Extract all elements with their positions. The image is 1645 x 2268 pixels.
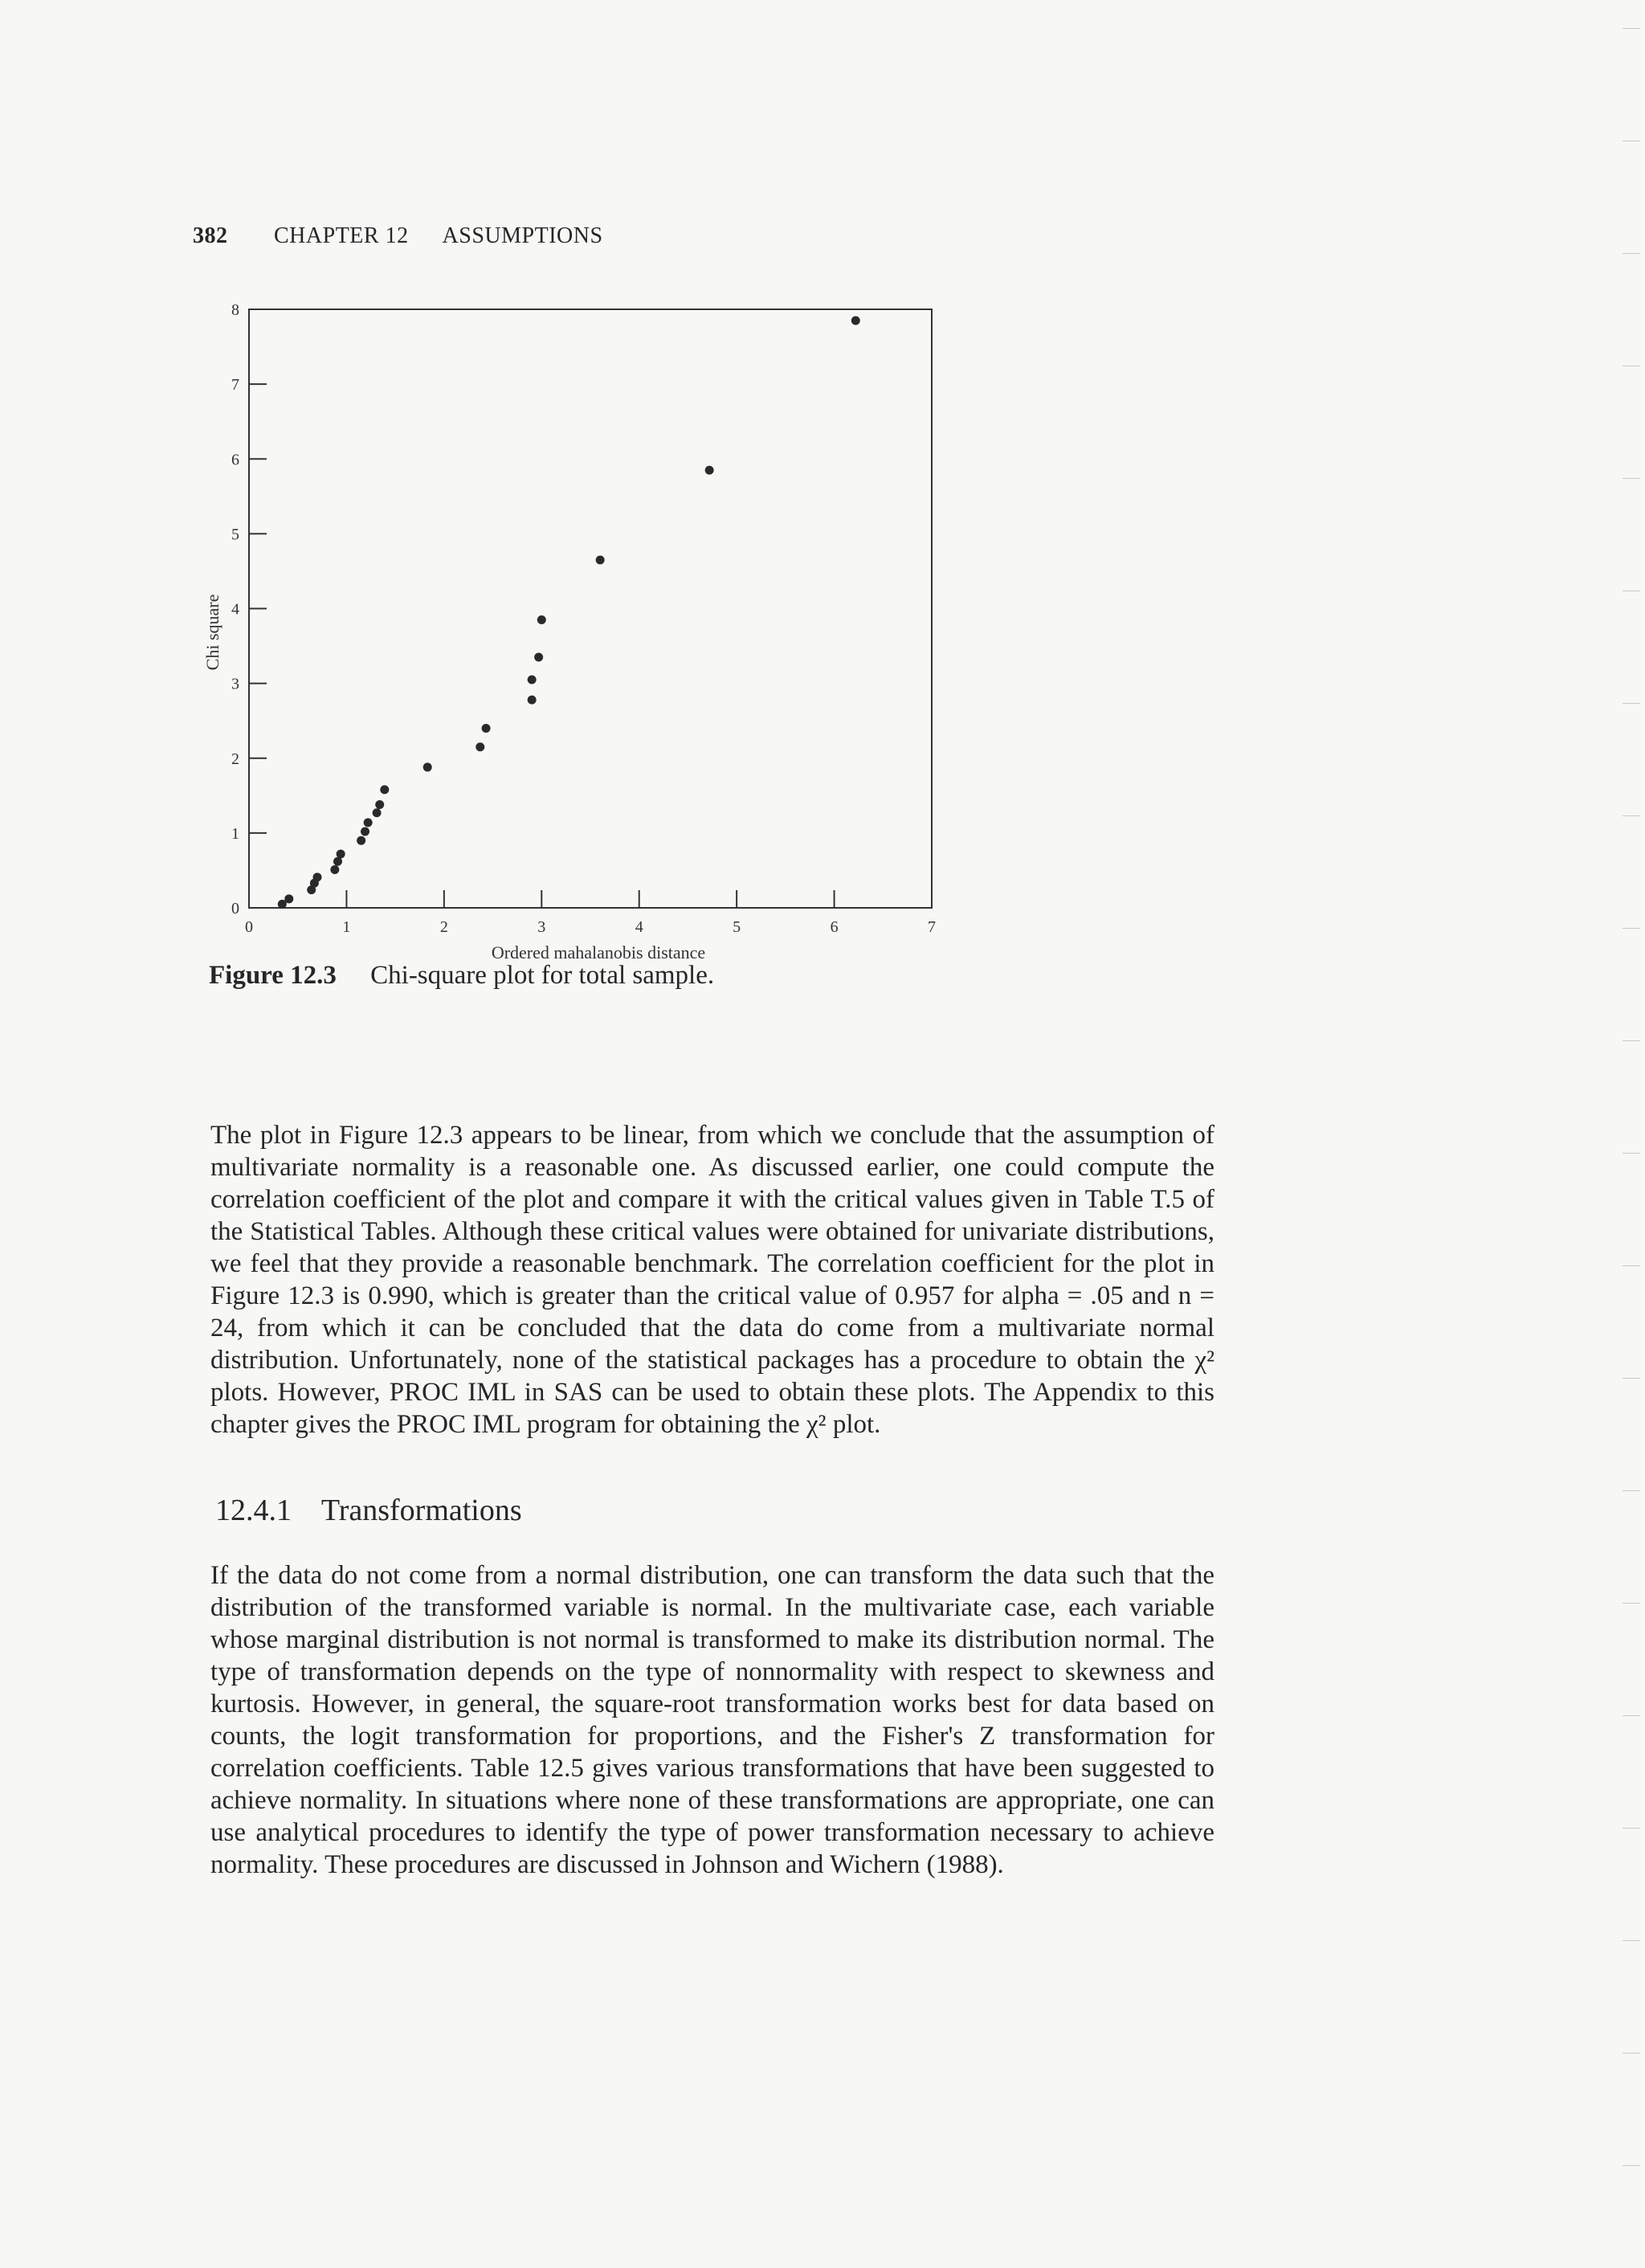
- data-point: [284, 894, 293, 903]
- x-tick-label: 5: [733, 918, 741, 936]
- figure-label: Figure 12.3: [209, 961, 337, 990]
- x-tick-label: 4: [635, 918, 643, 936]
- x-tick-label: 6: [830, 918, 839, 936]
- page-edge-marks: [1613, 0, 1645, 2268]
- paragraph-transformations: If the data do not come from a normal distribution, one can transform the data such that the distribution of the transformed variable is normal. In the multivariate case, each variable whose marginal distribution is not normal is transformed to make its distribution normal. The type of transformation depends on the type of nonnormality with respect to skewness and kurtosis. However, in general, the square-root transformation works best for data based on counts, the logit transformation for proportions, and the Fisher's Z transformation for correlation coefficients. Table 12.5 gives various transformations that have been suggested to achieve normality. In situations where none of these transformations are appropriate, one can use analytical procedures to identify the type of power transformation necessary to achieve normality. These procedures are discussed in Johnson and Wichern (1988).: [210, 1561, 1214, 1879]
- y-tick-label: 3: [231, 675, 239, 693]
- data-point: [330, 865, 339, 874]
- data-point: [851, 316, 860, 325]
- data-point: [537, 615, 546, 624]
- data-point: [357, 836, 365, 845]
- y-tick-label: 2: [231, 750, 239, 768]
- plot-frame: [249, 309, 932, 908]
- y-tick-label: 4: [231, 600, 239, 619]
- data-point: [423, 762, 432, 771]
- y-tick-label: 6: [231, 451, 239, 469]
- data-point: [528, 675, 537, 684]
- data-point: [337, 849, 345, 858]
- figure-caption-text: Chi-square plot for total sample.: [370, 961, 715, 990]
- section-heading: [215, 1493, 522, 1528]
- y-tick-label: 7: [231, 376, 239, 394]
- chapter-title: ASSUMPTIONS: [442, 223, 603, 248]
- section-number: 12.4.1: [215, 1494, 292, 1527]
- chapter-label: CHAPTER 12: [274, 223, 409, 248]
- data-point: [482, 724, 491, 733]
- data-point: [705, 466, 714, 475]
- x-tick-label: 1: [342, 918, 351, 936]
- data-point: [364, 818, 373, 827]
- data-point: [528, 696, 537, 705]
- data-point: [596, 555, 605, 564]
- x-tick-label: 2: [439, 918, 448, 936]
- data-point: [375, 800, 384, 809]
- data-point: [361, 828, 369, 836]
- y-tick-label: 1: [231, 824, 239, 843]
- data-point: [380, 785, 389, 794]
- data-points: [278, 316, 860, 908]
- x-axis-label: Ordered mahalanobis distance: [491, 942, 706, 962]
- page-header: [193, 223, 603, 249]
- figure-caption: [209, 961, 714, 991]
- x-tick-label: 7: [928, 918, 936, 936]
- y-tick-label: 0: [231, 900, 239, 917]
- y-tick-label: 8: [231, 301, 239, 319]
- x-axis-ticks: [245, 890, 936, 936]
- x-tick-label: 0: [245, 918, 253, 936]
- data-point: [373, 808, 382, 817]
- y-axis-label: Chi square: [202, 594, 222, 671]
- section-title: Transformations: [320, 1494, 522, 1527]
- data-point: [534, 653, 543, 662]
- y-tick-label: 5: [231, 525, 239, 544]
- page-number: 382: [193, 223, 228, 248]
- chi-square-plot: [185, 301, 948, 960]
- data-point: [313, 872, 322, 881]
- paragraph-normality: The plot in Figure 12.3 appears to be linear, from which we conclude that the assumption of multivariate normality is a reasonable one. As discussed earlier, one could compute the correlation coefficient of the plot and compare it with the critical values given in Table T.5 of the Statistical Tables. Although these critical values were obtained for univariate distributions, we feel that they provide a reasonable benchmark. The correlation coefficient for the plot in Figure 12.3 is 0.990, which is greater than the critical value of 0.957 for alpha = .05 and n = 24, from which it can be concluded that the data do come from a multivariate normal distribution. Unfortunately, none of the statistical packages has a procedure to obtain the χ² plots. However, PROC IML in SAS can be used to obtain these plots. The Appendix to this chapter gives the PROC IML program for obtaining the χ² plot.: [210, 1121, 1214, 1439]
- x-tick-label: 3: [537, 918, 546, 936]
- data-point: [476, 742, 484, 751]
